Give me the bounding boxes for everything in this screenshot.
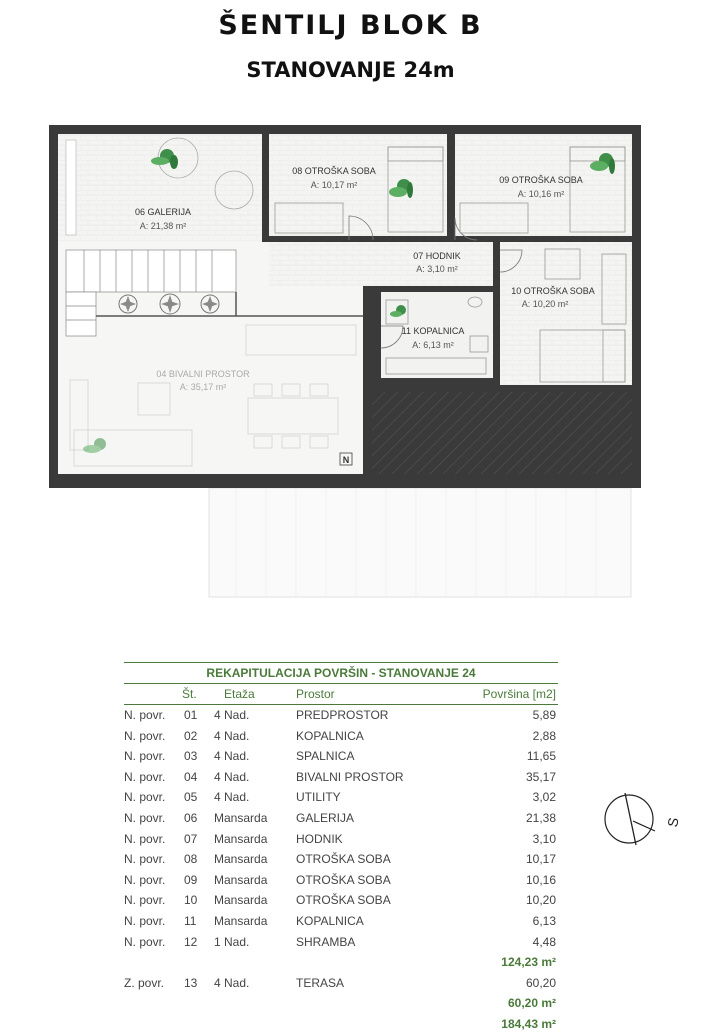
table-row <box>124 767 558 788</box>
row-floor: 4 Nad. <box>214 790 250 805</box>
bottom-wall <box>58 474 632 479</box>
row-floor: 4 Nad. <box>214 728 250 743</box>
room-area-galerija: A: 21,38 m² <box>139 221 187 231</box>
row-room: BIVALNI PROSTOR <box>296 769 404 784</box>
col-header-etaza: Etaža <box>214 684 296 705</box>
grand-total-row <box>124 1014 558 1035</box>
row-area: 10,16 <box>525 872 556 887</box>
row-type: N. povr. <box>124 872 166 887</box>
row-type: N. povr. <box>124 728 166 743</box>
row-room: OTROŠKA SOBA <box>296 872 391 887</box>
empty-cell <box>124 993 182 1014</box>
row-floor: 1 Nad. <box>214 934 250 949</box>
table-row <box>124 829 558 850</box>
row-type: N. povr. <box>124 934 166 949</box>
void-hatch <box>372 392 632 475</box>
room-area-10: A: 10,20 m² <box>521 299 569 309</box>
row-number: 04 <box>184 769 198 784</box>
room-area-11: A: 6,13 m² <box>412 340 454 350</box>
table-row <box>124 808 558 829</box>
empty-cell <box>182 993 214 1014</box>
empty-cell <box>214 1014 296 1035</box>
row-number: 01 <box>184 708 198 722</box>
empty-cell <box>124 952 182 973</box>
empty-cell <box>296 993 416 1014</box>
grand-total-row-value: 184,43 m² <box>501 1016 556 1031</box>
row-number: 07 <box>184 831 198 846</box>
terrace-outline <box>209 488 631 597</box>
room10-floor <box>500 242 632 385</box>
empty-cell <box>124 1014 182 1035</box>
row-room: OTROŠKA SOBA <box>296 852 391 867</box>
row-room: UTILITY <box>296 790 341 805</box>
gallery-shelf <box>66 140 76 235</box>
room09-floor <box>455 134 632 236</box>
row-area: 3,02 <box>532 790 556 805</box>
row-area: 5,89 <box>532 708 556 722</box>
row-number: 10 <box>184 893 198 908</box>
hallway-floor <box>269 242 501 286</box>
col-header-prostor: Prostor <box>296 684 416 705</box>
compass-label: S <box>664 816 682 829</box>
row-number: 13 <box>184 975 198 990</box>
compass-needle <box>625 793 636 845</box>
terrace-subtotal-row-value: 60,20 m² <box>507 996 556 1011</box>
row-room: SPALNICA <box>296 749 355 764</box>
row-floor: Mansarda <box>214 913 268 928</box>
svg-text:N: N <box>342 455 350 465</box>
table-row <box>124 911 558 932</box>
recap-title: REKAPITULACIJA POVRŠIN - STANOVANJE 24 <box>124 663 558 684</box>
row-area: 10,17 <box>525 852 556 867</box>
row-area: 60,20 <box>525 975 556 990</box>
row-room: GALERIJA <box>296 810 355 825</box>
room-label-10: 10 OTROŠKA SOBA <box>511 286 595 296</box>
row-floor: Mansarda <box>214 893 268 908</box>
row-floor: 4 Nad. <box>214 975 250 990</box>
row-floor: 4 Nad. <box>214 708 250 722</box>
row-type: N. povr. <box>124 913 166 928</box>
row-floor: Mansarda <box>214 831 268 846</box>
row-area: 10,20 <box>525 893 556 908</box>
row-floor: Mansarda <box>214 810 268 825</box>
row-number: 09 <box>184 872 198 887</box>
terrace-subtotal-row <box>124 993 558 1014</box>
row-number: 02 <box>184 728 198 743</box>
row-number: 03 <box>184 749 198 764</box>
room-label-08: 08 OTROŠKA SOBA <box>292 166 376 176</box>
row-type: N. povr. <box>124 769 166 784</box>
col-header-st: Št. <box>182 684 214 705</box>
row-room: TERASA <box>296 975 345 990</box>
row-type: N. povr. <box>124 810 166 825</box>
row-area: 3,10 <box>532 831 556 846</box>
room08-floor <box>269 134 447 236</box>
subtotal-row-value: 124,23 m² <box>501 955 556 970</box>
room-area-04: A: 35,17 m² <box>179 382 227 392</box>
room-area-09: A: 10,16 m² <box>517 189 565 199</box>
row-type: N. povr. <box>124 790 166 805</box>
compass <box>603 793 693 853</box>
row-area: 35,17 <box>525 769 556 784</box>
apartment-subtitle: STANOVANJE 24m <box>246 58 455 82</box>
room-area-08: A: 10,17 m² <box>310 180 358 190</box>
empty-cell <box>214 952 296 973</box>
row-floor: 4 Nad. <box>214 749 250 764</box>
row-room: KOPALNICA <box>296 728 364 743</box>
table-row <box>124 973 558 994</box>
table-row <box>124 870 558 891</box>
room-label-04: 04 BIVALNI PROSTOR <box>156 369 250 379</box>
row-type: Z. povr. <box>124 975 165 990</box>
row-type: N. povr. <box>124 852 166 867</box>
row-area: 2,88 <box>532 728 556 743</box>
row-room: HODNIK <box>296 831 343 846</box>
empty-cell <box>296 952 416 973</box>
row-area: 4,48 <box>532 934 556 949</box>
row-room: KOPALNICA <box>296 913 364 928</box>
room-area-07: A: 3,10 m² <box>416 264 458 274</box>
row-room: SHRAMBA <box>296 934 356 949</box>
project-title: ŠENTILJ BLOK B <box>218 10 483 41</box>
row-room: OTROŠKA SOBA <box>296 893 391 908</box>
table-row <box>124 849 558 870</box>
empty-cell <box>214 993 296 1014</box>
row-area: 6,13 <box>532 913 556 928</box>
row-area: 21,38 <box>525 810 556 825</box>
row-type: N. povr. <box>124 893 166 908</box>
row-type: N. povr. <box>124 749 166 764</box>
row-room: PREDPROSTOR <box>296 708 389 722</box>
row-number: 11 <box>184 913 197 928</box>
row-number: 05 <box>184 790 198 805</box>
row-area: 11,65 <box>526 749 556 764</box>
table-row <box>124 932 558 953</box>
row-number: 12 <box>184 934 198 949</box>
row-number: 06 <box>184 810 198 825</box>
room-label-09: 09 OTROŠKA SOBA <box>499 175 583 185</box>
col-header-povrsina: Površina [m2] <box>416 684 558 705</box>
row-number: 08 <box>184 852 198 867</box>
row-type: N. povr. <box>124 708 166 722</box>
empty-cell <box>296 1014 416 1035</box>
room-label-galerija: 06 GALERIJA <box>134 207 192 217</box>
room-label-07: 07 HODNIK <box>413 251 461 261</box>
table-row <box>124 890 558 911</box>
table-row <box>124 705 558 726</box>
empty-cell <box>182 1014 214 1035</box>
row-type: N. povr. <box>124 831 166 846</box>
subtotal-row <box>124 952 558 973</box>
table-row <box>124 787 558 808</box>
table-row <box>124 726 558 747</box>
area-recap-table <box>124 662 558 1035</box>
row-floor: Mansarda <box>214 852 268 867</box>
row-floor: Mansarda <box>214 872 268 887</box>
row-floor: 4 Nad. <box>214 769 250 784</box>
empty-cell <box>182 952 214 973</box>
compass-circle <box>605 795 653 843</box>
room-label-11: 11 KOPALNICA <box>401 326 465 336</box>
table-row <box>124 746 558 767</box>
